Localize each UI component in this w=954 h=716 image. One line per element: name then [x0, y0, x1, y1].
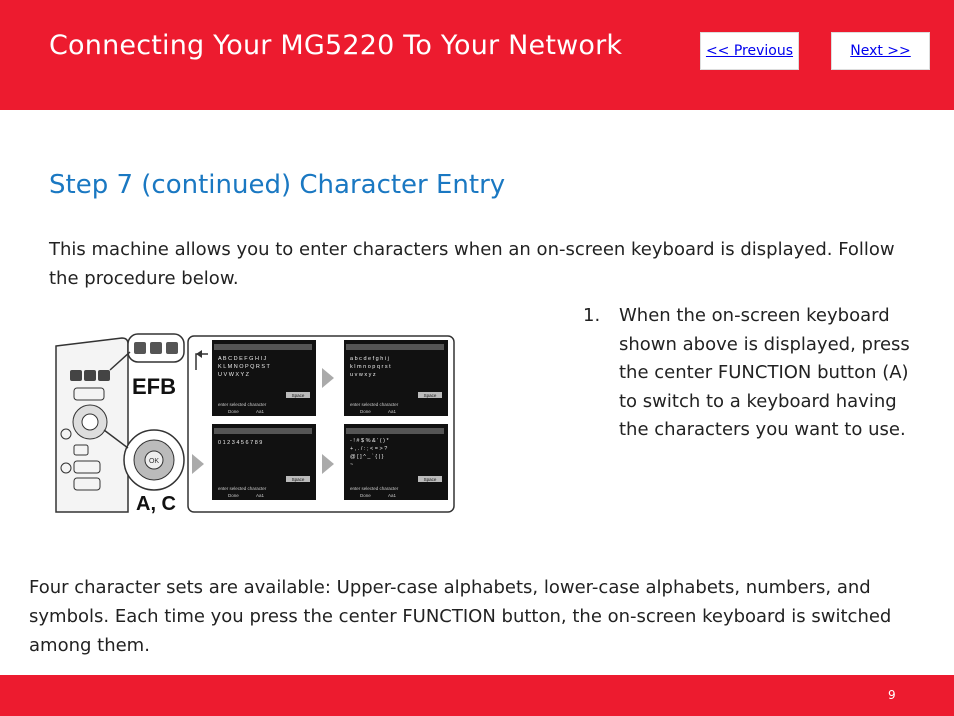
next-button[interactable]: Next >> [831, 32, 930, 70]
svg-text:Space: Space [423, 477, 437, 482]
printer-panel [56, 334, 207, 514]
step-number: 1. [583, 305, 601, 326]
svg-text:Aa1: Aa1 [256, 409, 265, 414]
svg-text:Space: Space [291, 393, 305, 398]
screen-lower [344, 340, 448, 416]
screen-numbers [212, 424, 316, 500]
svg-text:enter selected character: enter selected character [350, 486, 399, 491]
svg-text:enter selected character: enter selected character [218, 486, 267, 491]
svg-text:~: ~ [350, 462, 354, 468]
svg-text:A B C D E F G H I J: A B C D E F G H I J [218, 356, 267, 362]
svg-text:Done: Done [228, 493, 239, 498]
svg-text:0 1 2 3 4 5 6 7 8 9: 0 1 2 3 4 5 6 7 8 9 [218, 440, 263, 446]
svg-text:U V W X Y Z: U V W X Y Z [218, 372, 249, 378]
ac-label: A, C [136, 493, 176, 514]
svg-text:Done: Done [360, 493, 371, 498]
svg-text:enter selected character: enter selected character [218, 402, 267, 407]
svg-text:Done: Done [228, 409, 239, 414]
outro-paragraph: Four character sets are available: Upper-case alphabets, lower-case alphabets, numbers, and symbols. Each time you press the center FUNCTION button, the on-screen keyboard is switched among them. [29, 577, 892, 656]
svg-text:a b c d e f g h i j: a b c d e f g h i j [350, 356, 389, 362]
keyboard-illustration [52, 330, 456, 514]
efb-label: EFB [132, 374, 176, 399]
section-heading: Step 7 (continued) Character Entry [49, 170, 506, 200]
svg-text:Aa1: Aa1 [256, 493, 265, 498]
svg-text:K L M N O P Q R S T: K L M N O P Q R S T [218, 364, 270, 370]
page-title: Connecting Your MG5220 To Your Network [49, 30, 623, 61]
svg-text:Space: Space [291, 477, 305, 482]
svg-text:Aa1: Aa1 [388, 493, 397, 498]
ok-label: OK [148, 458, 160, 465]
svg-text:+ , . / : ; < = > ?: + , . / : ; < = > ? [350, 446, 388, 452]
svg-text:Space: Space [423, 393, 437, 398]
svg-text:@ [ ] ^ _ ` { | }: @ [ ] ^ _ ` { | } [350, 454, 384, 460]
svg-text:k l m n o p q r s t: k l m n o p q r s t [350, 364, 391, 370]
svg-text:Aa1: Aa1 [388, 409, 397, 414]
screen-symbols [344, 424, 448, 500]
svg-text:Done: Done [360, 409, 371, 414]
step-text: When the on-screen keyboard shown above is displayed, press the center FUNCTION button (A) to switch to a keyboard having the characters you want to use. [619, 305, 910, 440]
svg-text:u v w x y z: u v w x y z [350, 372, 376, 378]
svg-text:enter selected character: enter selected character [350, 402, 399, 407]
previous-button[interactable]: << Previous [700, 32, 799, 70]
page-number: 9 [888, 688, 896, 702]
screen-upper [212, 340, 316, 416]
footer-bar [0, 675, 954, 716]
svg-text:- ! # $ % & ' ( ) *: - ! # $ % & ' ( ) * [350, 438, 389, 444]
intro-paragraph: This machine allows you to enter characters when an on-screen keyboard is displayed. Follow the procedure below. [49, 239, 895, 289]
